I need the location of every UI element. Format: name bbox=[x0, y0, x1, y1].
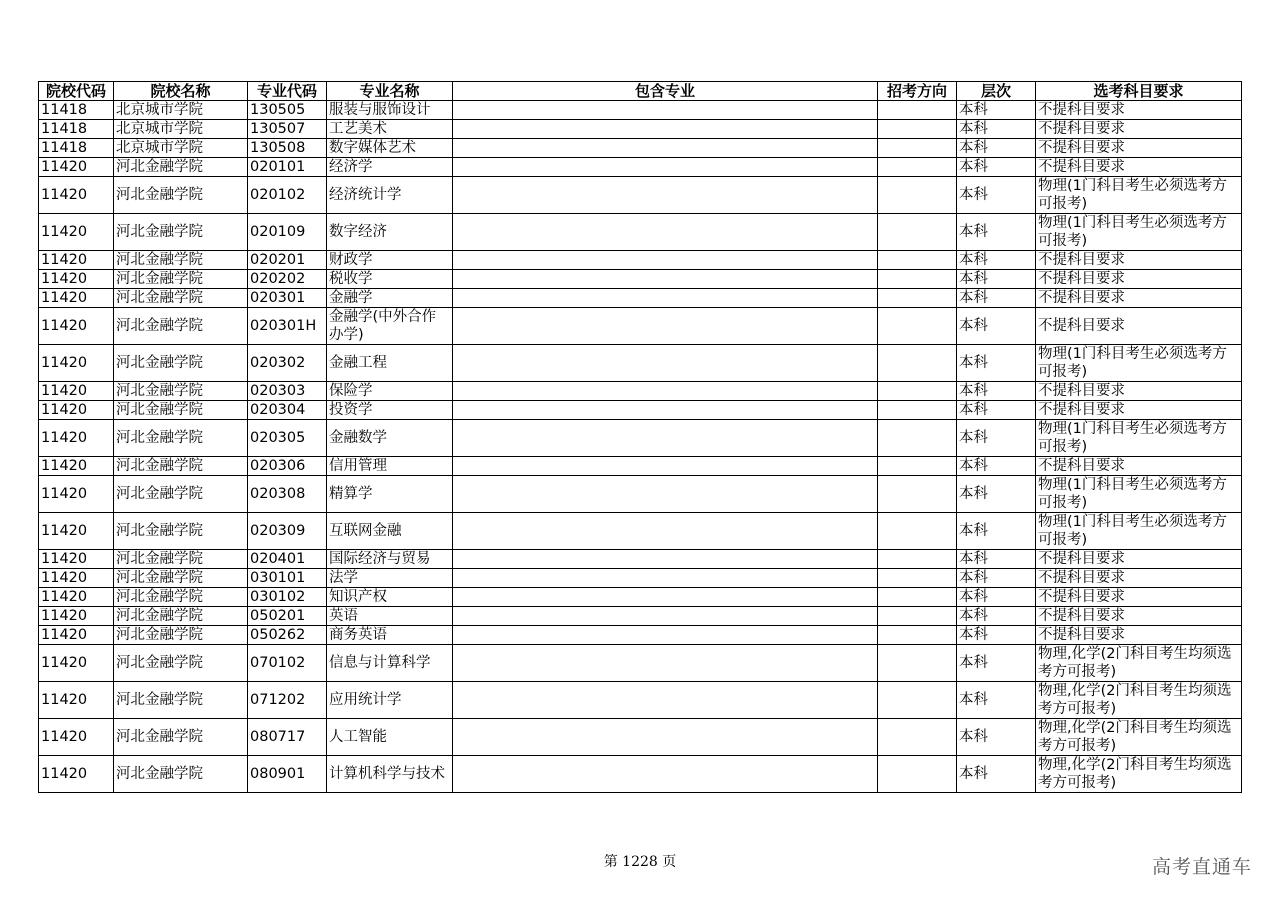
major-name-cell: 商务英语 bbox=[327, 626, 453, 645]
major-code-cell: 030101 bbox=[248, 569, 327, 588]
school-code-cell: 11420 bbox=[39, 308, 114, 345]
major-name-cell: 工艺美术 bbox=[327, 120, 453, 139]
level-cell: 本科 bbox=[957, 308, 1036, 345]
major-name-cell: 国际经济与贸易 bbox=[327, 550, 453, 569]
included-majors-cell bbox=[453, 214, 878, 251]
major-name-cell: 税收学 bbox=[327, 270, 453, 289]
level-cell: 本科 bbox=[957, 550, 1036, 569]
header-subject-requirement: 选考科目要求 bbox=[1036, 82, 1242, 101]
major-code-cell: 020309 bbox=[248, 513, 327, 550]
school-name-cell: 河北金融学院 bbox=[114, 756, 248, 793]
table-row bbox=[39, 270, 1242, 289]
school-code-cell: 11420 bbox=[39, 270, 114, 289]
school-name-cell: 河北金融学院 bbox=[114, 308, 248, 345]
header-major-name: 专业名称 bbox=[327, 82, 453, 101]
direction-cell bbox=[878, 719, 957, 756]
school-name-cell: 河北金融学院 bbox=[114, 607, 248, 626]
major-code-cell: 020109 bbox=[248, 214, 327, 251]
school-code-cell: 11420 bbox=[39, 214, 114, 251]
direction-cell bbox=[878, 513, 957, 550]
school-name-cell: 河北金融学院 bbox=[114, 645, 248, 682]
level-cell: 本科 bbox=[957, 569, 1036, 588]
level-cell: 本科 bbox=[957, 139, 1036, 158]
major-name-cell: 财政学 bbox=[327, 251, 453, 270]
level-cell: 本科 bbox=[957, 645, 1036, 682]
major-name-cell: 经济学 bbox=[327, 158, 453, 177]
level-cell: 本科 bbox=[957, 158, 1036, 177]
school-name-cell: 河北金融学院 bbox=[114, 626, 248, 645]
school-code-cell: 11420 bbox=[39, 756, 114, 793]
level-cell: 本科 bbox=[957, 626, 1036, 645]
included-majors-cell bbox=[453, 139, 878, 158]
school-code-cell: 11420 bbox=[39, 345, 114, 382]
table-row bbox=[39, 345, 1242, 382]
major-code-cell: 130505 bbox=[248, 101, 327, 120]
direction-cell bbox=[878, 345, 957, 382]
subject-requirement-cell: 不提科目要求 bbox=[1036, 607, 1242, 626]
major-name-cell: 人工智能 bbox=[327, 719, 453, 756]
major-code-cell: 020302 bbox=[248, 345, 327, 382]
direction-cell bbox=[878, 401, 957, 420]
school-name-cell: 河北金融学院 bbox=[114, 682, 248, 719]
school-name-cell: 河北金融学院 bbox=[114, 550, 248, 569]
school-code-cell: 11420 bbox=[39, 251, 114, 270]
subject-requirement-cell: 不提科目要求 bbox=[1036, 457, 1242, 476]
direction-cell bbox=[878, 120, 957, 139]
table-row bbox=[39, 289, 1242, 308]
major-name-cell: 投资学 bbox=[327, 401, 453, 420]
table-row bbox=[39, 401, 1242, 420]
subject-requirement-cell: 不提科目要求 bbox=[1036, 550, 1242, 569]
direction-cell bbox=[878, 214, 957, 251]
table-row bbox=[39, 457, 1242, 476]
direction-cell bbox=[878, 270, 957, 289]
subject-requirement-cell: 物理(1门科目考生必须选考方可报考) bbox=[1036, 177, 1242, 214]
direction-cell bbox=[878, 101, 957, 120]
admission-table bbox=[38, 81, 1242, 793]
table-row bbox=[39, 588, 1242, 607]
school-name-cell: 北京城市学院 bbox=[114, 139, 248, 158]
included-majors-cell bbox=[453, 270, 878, 289]
level-cell: 本科 bbox=[957, 251, 1036, 270]
included-majors-cell bbox=[453, 588, 878, 607]
included-majors-cell bbox=[453, 251, 878, 270]
major-code-cell: 020201 bbox=[248, 251, 327, 270]
included-majors-cell bbox=[453, 382, 878, 401]
school-code-cell: 11420 bbox=[39, 588, 114, 607]
subject-requirement-cell: 不提科目要求 bbox=[1036, 251, 1242, 270]
included-majors-cell bbox=[453, 401, 878, 420]
table-row bbox=[39, 214, 1242, 251]
table-row bbox=[39, 382, 1242, 401]
school-code-cell: 11420 bbox=[39, 682, 114, 719]
direction-cell bbox=[878, 607, 957, 626]
subject-requirement-cell: 物理(1门科目考生必须选考方可报考) bbox=[1036, 345, 1242, 382]
table-row bbox=[39, 756, 1242, 793]
school-code-cell: 11420 bbox=[39, 719, 114, 756]
school-name-cell: 河北金融学院 bbox=[114, 401, 248, 420]
school-code-cell: 11420 bbox=[39, 158, 114, 177]
included-majors-cell bbox=[453, 289, 878, 308]
included-majors-cell bbox=[453, 756, 878, 793]
table-row bbox=[39, 513, 1242, 550]
subject-requirement-cell: 不提科目要求 bbox=[1036, 101, 1242, 120]
page-number: 第 1228 页 bbox=[603, 854, 677, 870]
level-cell: 本科 bbox=[957, 401, 1036, 420]
included-majors-cell bbox=[453, 550, 878, 569]
school-name-cell: 河北金融学院 bbox=[114, 382, 248, 401]
subject-requirement-cell: 物理(1门科目考生必须选考方可报考) bbox=[1036, 420, 1242, 457]
direction-cell bbox=[878, 289, 957, 308]
table-row bbox=[39, 645, 1242, 682]
school-code-cell: 11420 bbox=[39, 476, 114, 513]
school-name-cell: 河北金融学院 bbox=[114, 513, 248, 550]
major-name-cell: 数字经济 bbox=[327, 214, 453, 251]
table-body bbox=[39, 101, 1242, 793]
included-majors-cell bbox=[453, 120, 878, 139]
school-code-cell: 11420 bbox=[39, 289, 114, 308]
subject-requirement-cell: 不提科目要求 bbox=[1036, 626, 1242, 645]
subject-requirement-cell: 不提科目要求 bbox=[1036, 308, 1242, 345]
included-majors-cell bbox=[453, 101, 878, 120]
major-name-cell: 法学 bbox=[327, 569, 453, 588]
major-code-cell: 020202 bbox=[248, 270, 327, 289]
subject-requirement-cell: 物理,化学(2门科目考生均须选考方可报考) bbox=[1036, 682, 1242, 719]
table-row bbox=[39, 308, 1242, 345]
major-code-cell: 020301 bbox=[248, 289, 327, 308]
subject-requirement-cell: 不提科目要求 bbox=[1036, 158, 1242, 177]
table-row bbox=[39, 158, 1242, 177]
table-row bbox=[39, 101, 1242, 120]
header-direction: 招考方向 bbox=[878, 82, 957, 101]
included-majors-cell bbox=[453, 177, 878, 214]
table-row bbox=[39, 120, 1242, 139]
school-code-cell: 11420 bbox=[39, 569, 114, 588]
major-code-cell: 080717 bbox=[248, 719, 327, 756]
school-name-cell: 河北金融学院 bbox=[114, 719, 248, 756]
major-name-cell: 金融数学 bbox=[327, 420, 453, 457]
direction-cell bbox=[878, 308, 957, 345]
school-code-cell: 11420 bbox=[39, 177, 114, 214]
major-code-cell: 071202 bbox=[248, 682, 327, 719]
major-code-cell: 030102 bbox=[248, 588, 327, 607]
school-code-cell: 11420 bbox=[39, 457, 114, 476]
included-majors-cell bbox=[453, 308, 878, 345]
school-name-cell: 河北金融学院 bbox=[114, 177, 248, 214]
level-cell: 本科 bbox=[957, 289, 1036, 308]
direction-cell bbox=[878, 158, 957, 177]
major-name-cell: 经济统计学 bbox=[327, 177, 453, 214]
table-row bbox=[39, 420, 1242, 457]
direction-cell bbox=[878, 457, 957, 476]
direction-cell bbox=[878, 756, 957, 793]
major-code-cell: 080901 bbox=[248, 756, 327, 793]
major-name-cell: 金融工程 bbox=[327, 345, 453, 382]
major-name-cell: 精算学 bbox=[327, 476, 453, 513]
included-majors-cell bbox=[453, 607, 878, 626]
school-name-cell: 河北金融学院 bbox=[114, 214, 248, 251]
school-code-cell: 11420 bbox=[39, 382, 114, 401]
major-code-cell: 020401 bbox=[248, 550, 327, 569]
level-cell: 本科 bbox=[957, 177, 1036, 214]
direction-cell bbox=[878, 177, 957, 214]
school-code-cell: 11420 bbox=[39, 550, 114, 569]
direction-cell bbox=[878, 645, 957, 682]
major-code-cell: 020102 bbox=[248, 177, 327, 214]
major-code-cell: 130508 bbox=[248, 139, 327, 158]
included-majors-cell bbox=[453, 626, 878, 645]
major-code-cell: 020301H bbox=[248, 308, 327, 345]
included-majors-cell bbox=[453, 476, 878, 513]
direction-cell bbox=[878, 569, 957, 588]
included-majors-cell bbox=[453, 345, 878, 382]
subject-requirement-cell: 物理(1门科目考生必须选考方可报考) bbox=[1036, 513, 1242, 550]
major-name-cell: 信息与计算科学 bbox=[327, 645, 453, 682]
table-row bbox=[39, 139, 1242, 158]
included-majors-cell bbox=[453, 569, 878, 588]
major-name-cell: 数字媒体艺术 bbox=[327, 139, 453, 158]
header-school-name: 院校名称 bbox=[114, 82, 248, 101]
subject-requirement-cell: 物理,化学(2门科目考生均须选考方可报考) bbox=[1036, 645, 1242, 682]
subject-requirement-cell: 不提科目要求 bbox=[1036, 382, 1242, 401]
included-majors-cell bbox=[453, 457, 878, 476]
major-name-cell: 信用管理 bbox=[327, 457, 453, 476]
major-name-cell: 金融学(中外合作办学) bbox=[327, 308, 453, 345]
school-code-cell: 11418 bbox=[39, 139, 114, 158]
header-level: 层次 bbox=[957, 82, 1036, 101]
subject-requirement-cell: 不提科目要求 bbox=[1036, 120, 1242, 139]
level-cell: 本科 bbox=[957, 214, 1036, 251]
school-name-cell: 河北金融学院 bbox=[114, 270, 248, 289]
level-cell: 本科 bbox=[957, 476, 1036, 513]
table-row bbox=[39, 719, 1242, 756]
school-name-cell: 河北金融学院 bbox=[114, 420, 248, 457]
major-code-cell: 130507 bbox=[248, 120, 327, 139]
subject-requirement-cell: 不提科目要求 bbox=[1036, 270, 1242, 289]
school-name-cell: 河北金融学院 bbox=[114, 345, 248, 382]
subject-requirement-cell: 物理,化学(2门科目考生均须选考方可报考) bbox=[1036, 756, 1242, 793]
major-name-cell: 互联网金融 bbox=[327, 513, 453, 550]
level-cell: 本科 bbox=[957, 457, 1036, 476]
table-row bbox=[39, 476, 1242, 513]
subject-requirement-cell: 物理(1门科目考生必须选考方可报考) bbox=[1036, 214, 1242, 251]
direction-cell bbox=[878, 550, 957, 569]
included-majors-cell bbox=[453, 645, 878, 682]
school-code-cell: 11420 bbox=[39, 513, 114, 550]
header-included-majors: 包含专业 bbox=[453, 82, 878, 101]
school-name-cell: 河北金融学院 bbox=[114, 158, 248, 177]
included-majors-cell bbox=[453, 158, 878, 177]
school-name-cell: 北京城市学院 bbox=[114, 120, 248, 139]
school-name-cell: 河北金融学院 bbox=[114, 457, 248, 476]
level-cell: 本科 bbox=[957, 101, 1036, 120]
level-cell: 本科 bbox=[957, 682, 1036, 719]
major-name-cell: 应用统计学 bbox=[327, 682, 453, 719]
subject-requirement-cell: 物理,化学(2门科目考生均须选考方可报考) bbox=[1036, 719, 1242, 756]
table-row bbox=[39, 682, 1242, 719]
major-name-cell: 英语 bbox=[327, 607, 453, 626]
school-name-cell: 河北金融学院 bbox=[114, 289, 248, 308]
header-major-code: 专业代码 bbox=[248, 82, 327, 101]
school-code-cell: 11420 bbox=[39, 626, 114, 645]
major-code-cell: 050201 bbox=[248, 607, 327, 626]
direction-cell bbox=[878, 588, 957, 607]
direction-cell bbox=[878, 251, 957, 270]
school-code-cell: 11420 bbox=[39, 420, 114, 457]
major-name-cell: 保险学 bbox=[327, 382, 453, 401]
major-code-cell: 020304 bbox=[248, 401, 327, 420]
school-name-cell: 河北金融学院 bbox=[114, 476, 248, 513]
level-cell: 本科 bbox=[957, 382, 1036, 401]
subject-requirement-cell: 物理(1门科目考生必须选考方可报考) bbox=[1036, 476, 1242, 513]
major-name-cell: 知识产权 bbox=[327, 588, 453, 607]
subject-requirement-cell: 不提科目要求 bbox=[1036, 401, 1242, 420]
school-code-cell: 11420 bbox=[39, 645, 114, 682]
level-cell: 本科 bbox=[957, 588, 1036, 607]
major-name-cell: 计算机科学与技术 bbox=[327, 756, 453, 793]
school-name-cell: 河北金融学院 bbox=[114, 588, 248, 607]
table-row bbox=[39, 251, 1242, 270]
subject-requirement-cell: 不提科目要求 bbox=[1036, 289, 1242, 308]
level-cell: 本科 bbox=[957, 420, 1036, 457]
table-row bbox=[39, 626, 1242, 645]
subject-requirement-cell: 不提科目要求 bbox=[1036, 588, 1242, 607]
school-code-cell: 11418 bbox=[39, 101, 114, 120]
school-name-cell: 河北金融学院 bbox=[114, 569, 248, 588]
direction-cell bbox=[878, 420, 957, 457]
major-code-cell: 020305 bbox=[248, 420, 327, 457]
level-cell: 本科 bbox=[957, 345, 1036, 382]
direction-cell bbox=[878, 382, 957, 401]
table-row bbox=[39, 177, 1242, 214]
included-majors-cell bbox=[453, 682, 878, 719]
major-code-cell: 050262 bbox=[248, 626, 327, 645]
major-code-cell: 020101 bbox=[248, 158, 327, 177]
subject-requirement-cell: 不提科目要求 bbox=[1036, 569, 1242, 588]
major-name-cell: 金融学 bbox=[327, 289, 453, 308]
level-cell: 本科 bbox=[957, 607, 1036, 626]
direction-cell bbox=[878, 476, 957, 513]
school-name-cell: 北京城市学院 bbox=[114, 101, 248, 120]
watermark-text: 高考直通车 bbox=[1151, 856, 1252, 878]
major-code-cell: 020306 bbox=[248, 457, 327, 476]
subject-requirement-cell: 不提科目要求 bbox=[1036, 139, 1242, 158]
school-name-cell: 河北金融学院 bbox=[114, 251, 248, 270]
level-cell: 本科 bbox=[957, 756, 1036, 793]
level-cell: 本科 bbox=[957, 513, 1036, 550]
header-row bbox=[39, 82, 1242, 101]
included-majors-cell bbox=[453, 513, 878, 550]
school-code-cell: 11418 bbox=[39, 120, 114, 139]
level-cell: 本科 bbox=[957, 120, 1036, 139]
direction-cell bbox=[878, 682, 957, 719]
level-cell: 本科 bbox=[957, 270, 1036, 289]
school-code-cell: 11420 bbox=[39, 607, 114, 626]
major-code-cell: 020308 bbox=[248, 476, 327, 513]
included-majors-cell bbox=[453, 719, 878, 756]
school-code-cell: 11420 bbox=[39, 401, 114, 420]
table-row bbox=[39, 550, 1242, 569]
major-name-cell: 服装与服饰设计 bbox=[327, 101, 453, 120]
direction-cell bbox=[878, 626, 957, 645]
included-majors-cell bbox=[453, 420, 878, 457]
level-cell: 本科 bbox=[957, 719, 1036, 756]
header-school-code: 院校代码 bbox=[39, 82, 114, 101]
table-row bbox=[39, 569, 1242, 588]
table-row bbox=[39, 607, 1242, 626]
major-code-cell: 070102 bbox=[248, 645, 327, 682]
direction-cell bbox=[878, 139, 957, 158]
major-code-cell: 020303 bbox=[248, 382, 327, 401]
